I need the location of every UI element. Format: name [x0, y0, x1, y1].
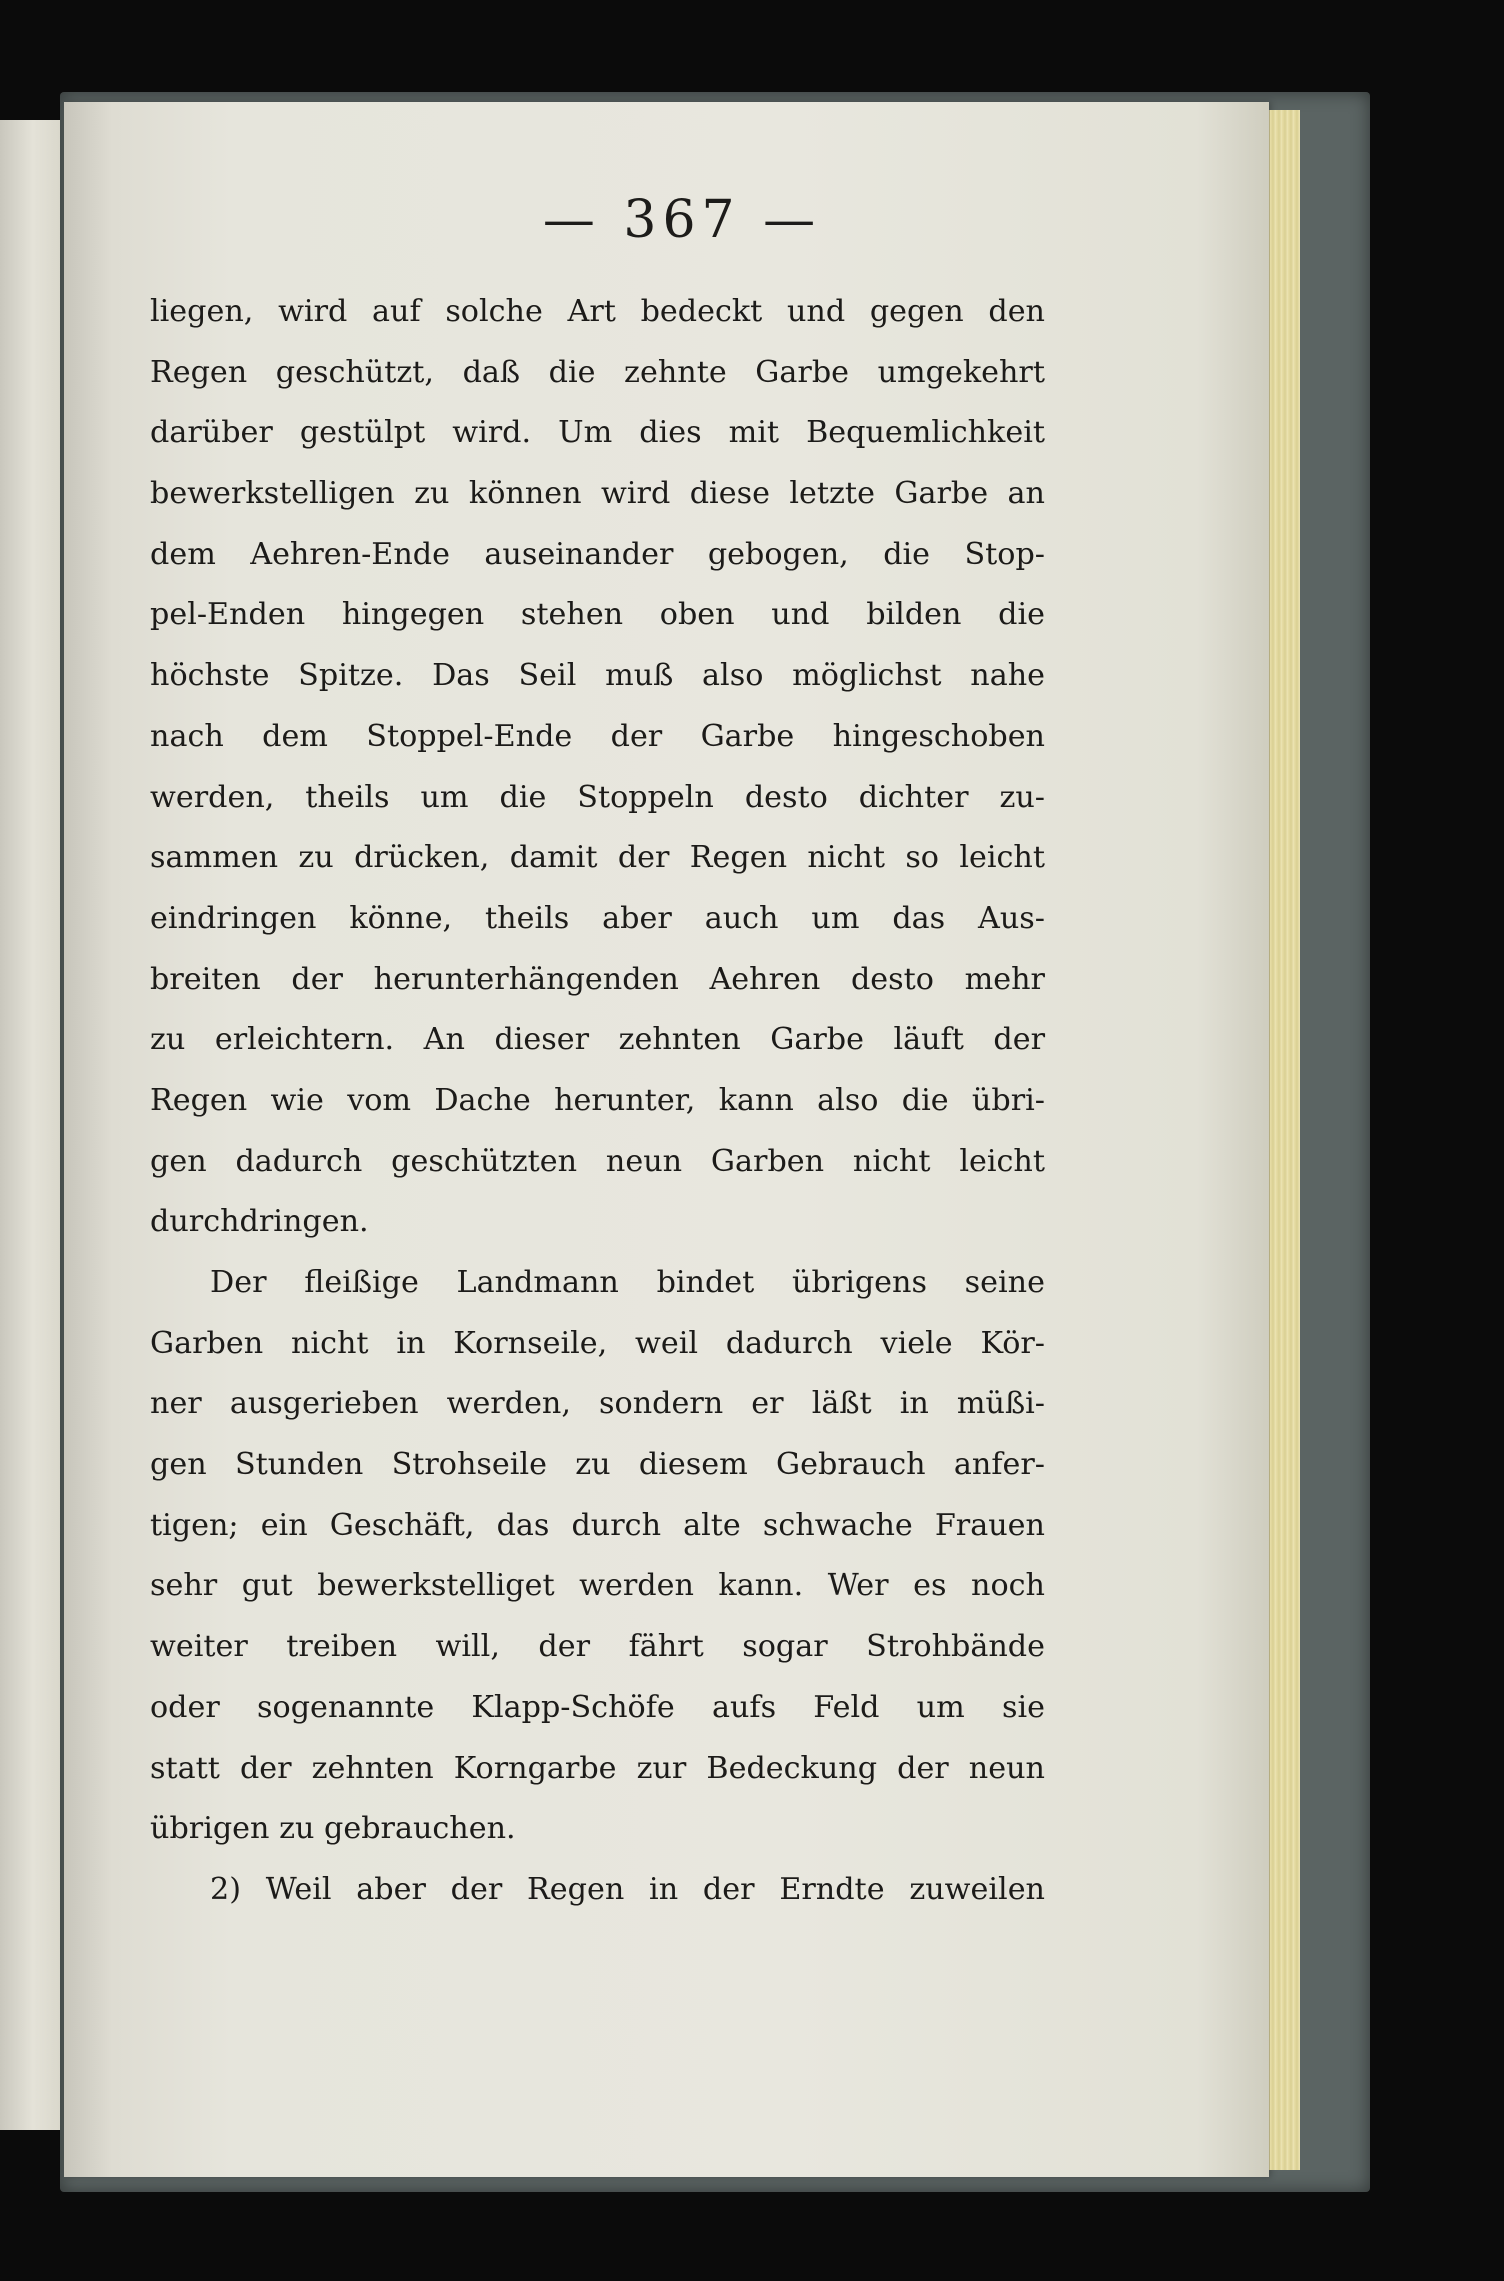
text-line: werden, theils um die Stoppeln desto dichter zu-	[150, 779, 1045, 815]
text-line: 2) Weil aber der Regen in der Erndte zuweilen	[210, 1871, 1045, 1907]
text-line: höchste Spitze. Das Seil muß also möglichst nahe	[150, 658, 1045, 694]
text-line: sammen zu drücken, damit der Regen nicht so leicht	[150, 840, 1045, 876]
page-block-edge	[1269, 110, 1300, 2170]
text-line: weiter treiben will, der fährt sogar Strohbände	[150, 1629, 1045, 1665]
page-number: — 367 —	[542, 190, 822, 250]
text-line: eindringen könne, theils aber auch um das Aus-	[150, 900, 1045, 936]
text-line: statt der zehnten Korngarbe zur Bedeckung der neun	[150, 1750, 1045, 1786]
text-line: Der fleißige Landmann bindet übrigens seine	[210, 1265, 1045, 1300]
text-line: liegen, wird auf solche Art bedeckt und gegen den	[150, 294, 1045, 329]
facing-page-edge	[0, 120, 62, 2130]
body-text	[150, 282, 1045, 1921]
text-line: nach dem Stoppel-Ende der Garbe hingeschoben	[150, 718, 1045, 754]
text-line: durchdringen.	[150, 1204, 369, 1240]
text-line: übrigen zu gebrauchen.	[150, 1811, 516, 1847]
text-line: gen dadurch geschützten neun Garben nicht leicht	[150, 1143, 1045, 1179]
text-line: Regen geschützt, daß die zehnte Garbe umgekehrt	[150, 354, 1045, 390]
text-line: dem Aehren-Ende auseinander gebogen, die Stop-	[150, 536, 1045, 572]
text-line: zu erleichtern. An dieser zehnten Garbe läuft der	[150, 1022, 1045, 1058]
text-line: pel-Enden hingegen stehen oben und bilden die	[150, 597, 1045, 633]
text-line: Regen wie vom Dache herunter, kann also die übri-	[150, 1082, 1045, 1118]
text-line: ner ausgerieben werden, sondern er läßt in müßi-	[150, 1386, 1045, 1422]
text-line: tigen; ein Geschäft, das durch alte schwache Frauen	[150, 1507, 1045, 1543]
text-line: bewerkstelligen zu können wird diese letzte Garbe an	[150, 476, 1045, 512]
text-line: gen Stunden Strohseile zu diesem Gebrauch anfer-	[150, 1447, 1045, 1483]
text-line: breiten der herunterhängenden Aehren desto mehr	[150, 961, 1045, 997]
text-line: darüber gestülpt wird. Um dies mit Bequemlichkeit	[150, 415, 1045, 451]
text-line: Garben nicht in Kornseile, weil dadurch viele Kör-	[150, 1325, 1045, 1361]
text-line: oder sogenannte Klapp-Schöfe aufs Feld um sie	[150, 1689, 1045, 1725]
text-line: sehr gut bewerkstelliget werden kann. Wer es noch	[150, 1568, 1045, 1604]
